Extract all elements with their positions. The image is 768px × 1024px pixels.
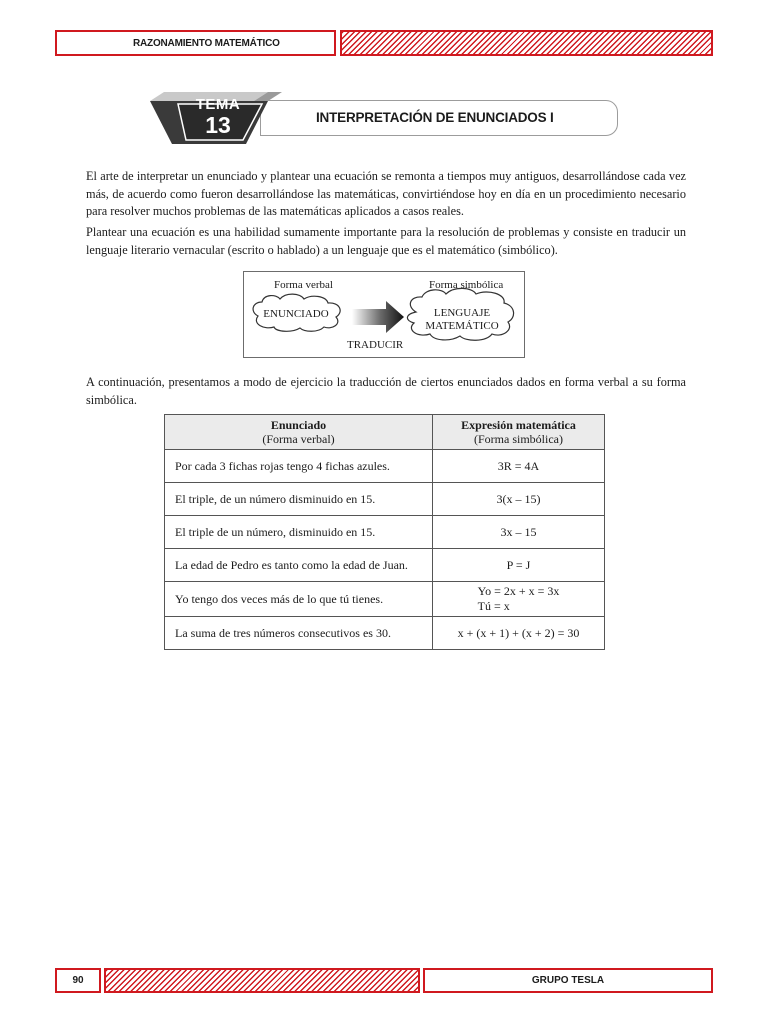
col1-title: Enunciado — [270, 418, 327, 432]
table-row — [165, 617, 605, 650]
right-form-label: Forma simbólica — [429, 279, 504, 291]
tema-number: 13 — [205, 112, 231, 138]
row-enunciado: Yo tengo dos veces más de lo que tú tienes. — [165, 582, 433, 617]
exercise-paragraph: A continuación, presentamos a modo de ejercicio la traducción de ciertos enunciados dados en forma verbal a su forma simbólica. — [86, 375, 686, 407]
intro-paragraph: El arte de interpretar un enunciado y plantear una ecuación se remonta a tiempos muy antiguos, desarrollándose cada vez más, de acuerdo como fueron desarrollándose las matemáticas, convirtiéndose hoy en día en un procedimiento necesario para resolver muchos problemas de las matemáticas aplicados a casos reales. — [86, 169, 686, 218]
tema-banner — [150, 92, 620, 146]
col1-subtitle: (Forma verbal) — [262, 432, 335, 446]
publisher-box — [423, 968, 713, 993]
table-row — [165, 450, 605, 483]
header-title-box — [55, 30, 336, 56]
definition-paragraph: Plantear una ecuación es una habilidad sumamente importante para la resolución de problemas y consiste en traducir un lenguaje literario vernacular (escrito o hablado) a un lenguaje que es el matemático (simbólico). — [86, 225, 686, 257]
left-form-label: Forma verbal — [274, 279, 333, 291]
table-row — [165, 549, 605, 582]
table-header-row — [165, 415, 605, 450]
row-enunciado: La suma de tres números consecutivos es 30. — [165, 617, 433, 650]
table-row — [165, 516, 605, 549]
row-expresion: 3(x – 15) — [433, 483, 605, 516]
expresion-stack — [478, 584, 560, 614]
header-hatch-band — [340, 30, 713, 56]
row-expresion: P = J — [433, 549, 605, 582]
table-header-expresion — [433, 415, 605, 450]
col2-subtitle: (Forma simbólica) — [474, 432, 563, 446]
table-row — [165, 582, 605, 617]
row-enunciado: El triple, de un número disminuido en 15. — [165, 483, 433, 516]
table-row — [165, 483, 605, 516]
right-cloud-text-line2: MATEMÁTICO — [425, 320, 499, 332]
arrow-label: TRADUCIR — [347, 339, 404, 351]
tema-word: TEMA — [195, 96, 241, 113]
row-expresion: 3R = 4A — [433, 450, 605, 483]
tema-title: INTERPRETACIÓN DE ENUNCIADOS I — [316, 110, 554, 125]
right-cloud-text-line1: LENGUAJE — [433, 307, 491, 319]
row-expresion — [433, 582, 605, 617]
col2-title: Expresión matemática — [461, 418, 576, 432]
footer-hatch-band — [104, 968, 420, 993]
left-cloud-text: ENUNCIADO — [263, 308, 329, 320]
row-expresion: x + (x + 1) + (x + 2) = 30 — [433, 617, 605, 650]
translation-table — [164, 414, 605, 650]
translation-diagram — [243, 271, 525, 358]
expresion-line2: Tú = x — [477, 599, 510, 613]
translate-arrow-icon — [352, 301, 404, 333]
row-enunciado: Por cada 3 fichas rojas tengo 4 fichas azules. — [165, 450, 433, 483]
page-number: 90 — [72, 975, 84, 986]
header-title: RAZONAMIENTO MATEMÁTICO — [133, 37, 280, 49]
row-expresion: 3x – 15 — [433, 516, 605, 549]
page-number-box — [55, 968, 101, 993]
row-enunciado: La edad de Pedro es tanto como la edad de Juan. — [165, 549, 433, 582]
row-enunciado: El triple de un número, disminuido en 15. — [165, 516, 433, 549]
expresion-line1: Yo = 2x + x = 3x — [477, 584, 560, 598]
table-header-enunciado — [165, 415, 433, 450]
publisher-name: GRUPO TESLA — [531, 975, 605, 986]
